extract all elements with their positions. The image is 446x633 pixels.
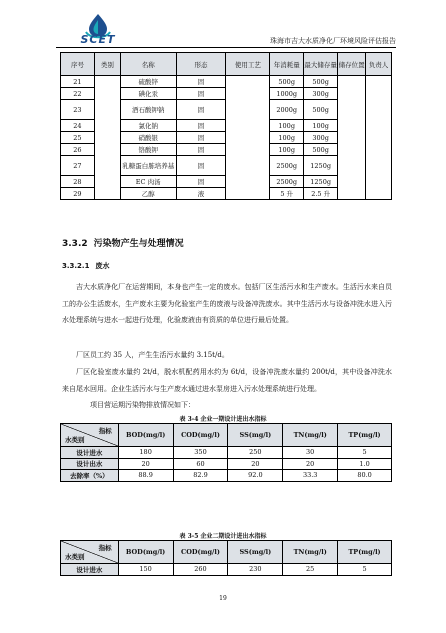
corner-bottom-label: 水类别 [65, 553, 85, 561]
cell-name: EC 肉汤 [120, 176, 176, 188]
table-cell: 80.0 [338, 470, 392, 482]
table-row [61, 447, 392, 459]
cell-annual: 5 升 [270, 188, 304, 200]
cell-max: 1250g [304, 156, 338, 176]
table-header-row [61, 53, 392, 76]
col-header: BOD(mg/l) [118, 541, 173, 564]
row-label: 去除率（%） [61, 470, 119, 482]
paragraph: 厂区员工约 35 人，产生生活污水量约 3.15t/d。 [76, 351, 229, 359]
document-title: 珠海市吉大水质净化厂环境风险评估报告 [270, 37, 396, 45]
cell-state: 固 [176, 76, 226, 88]
table-cell: 250 [228, 447, 283, 459]
water-quality-table-phase2 [60, 540, 392, 576]
table-cell: 88.9 [118, 470, 173, 482]
cell-no: 29 [61, 188, 95, 200]
table-cell: 260 [173, 564, 228, 576]
section-heading [62, 236, 184, 249]
col-header: 形态 [176, 53, 226, 76]
cell-process [226, 76, 270, 200]
cell-state: 固 [176, 144, 226, 156]
cell-no: 21 [61, 76, 95, 88]
subsection-heading [62, 261, 109, 271]
header-divider [56, 47, 396, 48]
corner-cell [61, 424, 119, 447]
cell-name: 氯化钠 [120, 120, 176, 132]
table-cell: 350 [173, 447, 228, 459]
cell-state: 固 [176, 132, 226, 144]
cell-no: 28 [61, 176, 95, 188]
col-header: TP(mg/l) [338, 424, 392, 447]
col-header: COD(mg/l) [173, 541, 228, 564]
cell-no: 24 [61, 120, 95, 132]
row-label: 设计进水 [61, 564, 119, 576]
col-header: SS(mg/l) [228, 424, 283, 447]
cell-name: 碘化汞 [120, 88, 176, 100]
section-title: 污染物产生与处理情况 [93, 239, 184, 249]
chemicals-table [60, 52, 392, 200]
table-row [61, 458, 392, 470]
cell-max: 500g [304, 100, 338, 120]
cell-annual: 500g [270, 76, 304, 88]
col-header: 负责人 [366, 53, 392, 76]
col-header: 最大储存量 [304, 53, 338, 76]
cell-no: 26 [61, 144, 95, 156]
table-cell: 92.0 [228, 470, 283, 482]
logo-text: SCET [80, 33, 116, 46]
table-cell: 5 [338, 447, 392, 459]
subsection-number: 3.3.2.1 [62, 262, 90, 270]
cell-no: 27 [61, 156, 95, 176]
table-header-row [61, 541, 392, 564]
row-label: 设计出水 [61, 458, 119, 470]
table-cell: 180 [118, 447, 173, 459]
cell-name: 铬酸钾 [120, 144, 176, 156]
cell-state: 固 [176, 88, 226, 100]
cell-name: 硝酸银 [120, 132, 176, 144]
table-cell: 20 [228, 458, 283, 470]
col-header: 类别 [94, 53, 120, 76]
cell-max: 500g [304, 76, 338, 88]
cell-location [338, 76, 366, 200]
table-row [61, 564, 392, 576]
section-number: 3.3.2 [62, 239, 88, 249]
cell-name: 硫酸锌 [120, 76, 176, 88]
cell-state: 固 [176, 120, 226, 132]
cell-annual: 100g [270, 144, 304, 156]
corner-cell [61, 541, 119, 564]
col-header: TN(mg/l) [283, 424, 338, 447]
table-cell: 82.9 [173, 470, 228, 482]
cell-annual: 2500g [270, 176, 304, 188]
col-header: 使用工艺 [226, 53, 270, 76]
table-cell: 60 [173, 458, 228, 470]
cell-category [94, 76, 120, 200]
cell-name: 乳糖蛋白胨培养基 [120, 156, 176, 176]
corner-bottom-label: 水类别 [65, 436, 85, 444]
col-header: 序号 [61, 53, 95, 76]
cell-state: 固 [176, 176, 226, 188]
col-header: 储存位置 [338, 53, 366, 76]
table-cell: 25 [283, 564, 338, 576]
table-cell: 230 [228, 564, 283, 576]
row-label: 设计进水 [61, 447, 119, 459]
cell-name: 酒石酸钾钠 [120, 100, 176, 120]
col-header: 年消耗量 [270, 53, 304, 76]
cell-annual: 100g [270, 120, 304, 132]
subsection-title: 废水 [95, 262, 110, 270]
table-cell: 20 [118, 458, 173, 470]
col-header: COD(mg/l) [173, 424, 228, 447]
col-header: SS(mg/l) [228, 541, 283, 564]
col-header: 名称 [120, 53, 176, 76]
cell-max: 2.5 升 [304, 188, 338, 200]
cell-max: 300g [304, 132, 338, 144]
table-cell: 1.0 [338, 458, 392, 470]
table-caption: 表 3-5 企业二期设计进出水指标 [179, 533, 267, 540]
corner-top-label: 指标 [98, 544, 112, 552]
table-cell: 5 [338, 564, 392, 576]
corner-top-label: 指标 [98, 427, 112, 435]
paragraph: 吉大水质净化厂在运营期间，本身也产生一定的废水。包括厂区生活污水和生产废水。生活污水来自员工的办公生活废水，生产废水主要为化验室产生的废液与设备冲洗废水。其中生活污水与设备冲洗水进入污水处理系统与进水一起进行处理，化验废液由有资质的单位进行最后处置。 [62, 283, 392, 324]
paragraph: 项目营运期污染物排放情况如下： [90, 401, 195, 409]
cell-max: 300g [304, 88, 338, 100]
table-cell: 150 [118, 564, 173, 576]
page-number: 19 [219, 595, 227, 602]
cell-state: 液 [176, 188, 226, 200]
table-header-row [61, 424, 392, 447]
table-cell: 30 [283, 447, 338, 459]
table-row [61, 470, 392, 482]
cell-name: 乙醇 [120, 188, 176, 200]
cell-annual: 2000g [270, 100, 304, 120]
cell-owner [366, 76, 392, 200]
table-cell: 33.3 [283, 470, 338, 482]
water-quality-table-phase1 [60, 423, 392, 482]
cell-no: 23 [61, 100, 95, 120]
cell-max: 100g [304, 120, 338, 132]
cell-state: 固 [176, 156, 226, 176]
col-header: TN(mg/l) [283, 541, 338, 564]
cell-no: 25 [61, 132, 95, 144]
cell-max: 500g [304, 144, 338, 156]
paragraph: 厂区化验室废水量约 2t/d，脱水机配药用水约为 6t/d，设备冲洗废水量约 200t/d，其中设备冲洗水来自尾水回用。企业生活污水与生产废水通过进水泵房进入污水处理系统进行处理。 [62, 368, 392, 393]
col-header: TP(mg/l) [338, 541, 392, 564]
cell-state: 固 [176, 100, 226, 120]
table-caption: 表 3-4 企业一期设计进出水指标 [179, 416, 267, 423]
cell-annual: 2500g [270, 156, 304, 176]
col-header: BOD(mg/l) [118, 424, 173, 447]
table-cell: 20 [283, 458, 338, 470]
cell-no: 22 [61, 88, 95, 100]
table-row [61, 76, 392, 88]
cell-annual: 1000g [270, 88, 304, 100]
cell-max: 1250g [304, 176, 338, 188]
cell-annual: 100g [270, 132, 304, 144]
